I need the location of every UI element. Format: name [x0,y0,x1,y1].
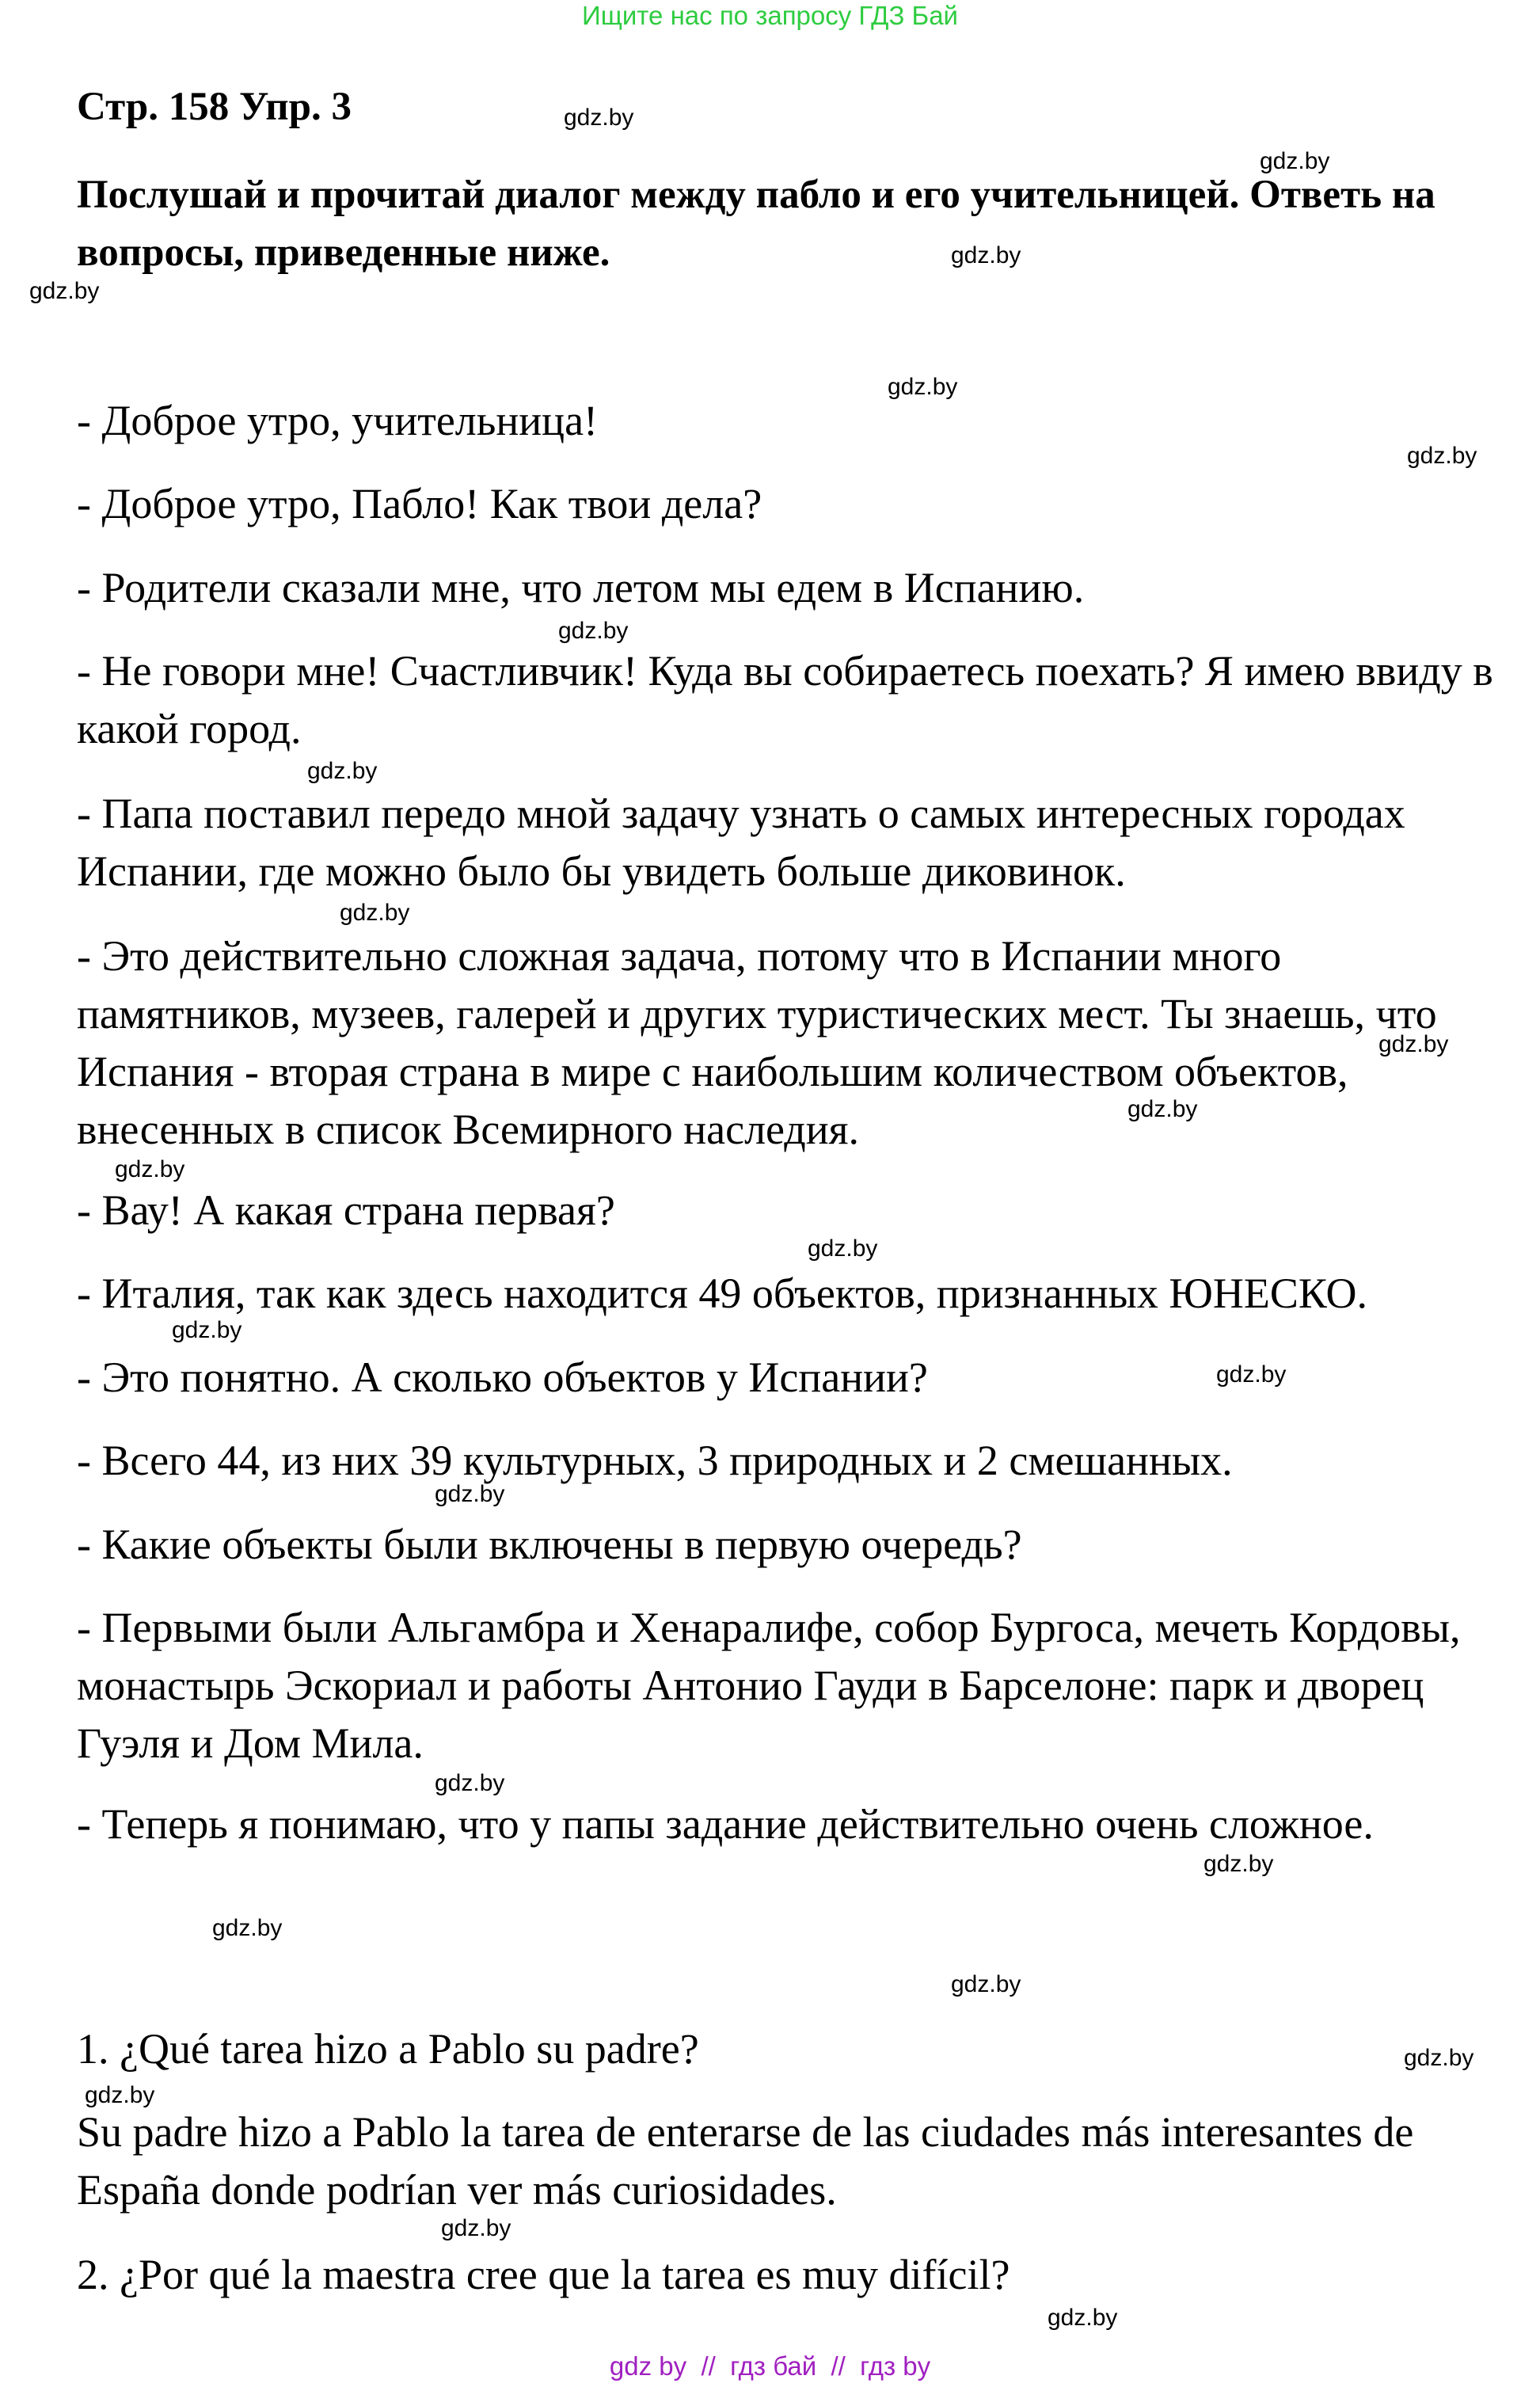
question-2: 2. ¿Por qué la maestra cree que la tarea es muy difícil? [77,2251,1010,2298]
watermark: gdz.by [888,374,958,400]
dialogue-line-13: - Теперь я понимаю, что у папы задание действительно очень сложное. [77,1800,1374,1848]
dialogue-line-2: - Доброе утро, Пабло! Как твои дела? [77,480,762,527]
watermark: gdz.by [172,1317,242,1343]
footer-links: gdz by // гдз бай // гдз by [609,2351,931,2381]
dialogue-line-9: - Это понятно. А сколько объектов у Испании? [77,1353,928,1401]
page-title: Стр. 158 Упр. 3 [77,85,352,129]
dialogue-line-10: - Всего 44, из них 39 культурных, 3 природных и 2 смешанных. [77,1437,1233,1484]
dialogue-line-4: - Не говори мне! Счастливчик! Куда вы собираетесь поехать? Я имею ввиду в какой город. [77,647,1493,752]
watermark: gdz.by [1404,2045,1474,2071]
top-banner: Ищите нас по запросу ГДЗ Бай [582,1,958,30]
dialogue-line-12: - Первыми были Альгамбра и Хенаралифе, собор Бургоса, мечеть Кордовы, монастырь Эскориал и работы Антонио Гауди в Барселоне: парк и дворец Гуэля и Дом Мила. [77,1604,1461,1767]
watermark: gdz.by [1260,148,1330,174]
watermark: gdz.by [951,242,1021,268]
watermark: gdz.by [441,2215,511,2241]
watermark: gdz.by [29,278,100,304]
watermark: gdz.by [85,2082,155,2108]
watermark: gdz.by [212,1915,283,1941]
watermark: gdz.by [951,1971,1021,1997]
watermark: gdz.by [808,1235,878,1262]
watermark: gdz.by [564,105,634,131]
watermark: gdz.by [340,900,410,926]
dialogue-line-7: - Вау! А какая страна первая? [77,1186,615,1234]
question-1: 1. ¿Qué tarea hizo a Pablo su padre? [77,2025,699,2073]
dialogue-line-8: - Италия, так как здесь находится 49 объектов, признанных ЮНЕСКО. [77,1270,1368,1317]
task-instruction: Послушай и прочитай диалог между пабло и его учительницей. Ответь на вопросы, приведенные ниже. [77,173,1435,275]
watermark: gdz.by [435,1481,505,1507]
dialogue-line-3: - Родители сказали мне, что летом мы едем в Испанию. [77,564,1085,611]
watermark: gdz.by [307,758,378,784]
watermark: gdz.by [1407,443,1477,469]
answer-1: Su padre hizo a Pablo la tarea de enterarse de las ciudades más interesantes de España donde podrían ver más curiosidades. [77,2108,1414,2214]
watermark: gdz.by [1216,1361,1287,1388]
watermark: gdz.by [558,618,629,644]
dialogue-line-6: - Это действительно сложная задача, потому что в Испании много памятников, музеев, галерей и других туристических мест. Ты знаешь, что Испания - вторая страна в мире с наибольшим количеством объектов, внесенных в список Всемирного наследия. [77,932,1437,1153]
dialogue-line-11: - Какие объекты были включены в первую очередь? [77,1521,1022,1568]
dialogue-line-1: - Доброе утро, учительница! [77,397,599,444]
watermark: gdz.by [1048,2305,1118,2331]
watermark: gdz.by [435,1770,505,1796]
watermark: gdz.by [1378,1031,1449,1057]
watermark: gdz.by [1127,1096,1198,1122]
dialogue-line-5: - Папа поставил передо мной задачу узнать о самых интересных городах Испании, где можно было бы увидеть больше диковинок. [77,790,1405,895]
watermark: gdz.by [1203,1851,1274,1877]
watermark: gdz.by [115,1156,185,1182]
